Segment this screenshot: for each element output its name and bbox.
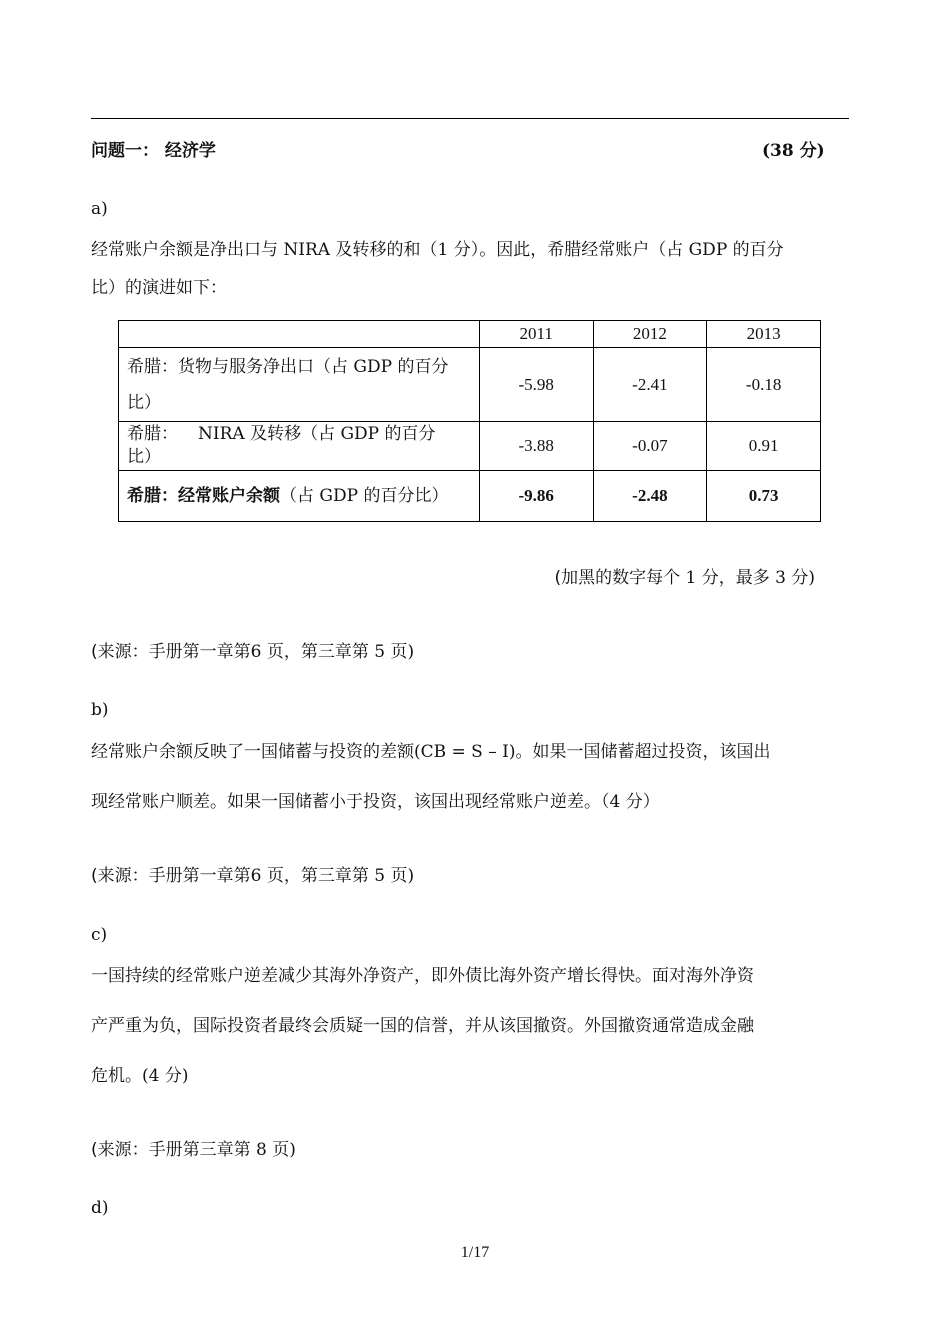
table-cell: -3.88 <box>479 422 593 471</box>
table-cell: 0.73 <box>707 471 821 522</box>
text-run: 经常账户（占 GDP 的百分 <box>581 240 784 260</box>
table-row-label <box>119 348 480 422</box>
scoring-note <box>554 563 815 588</box>
label-bold: 希腊：经常账户余额 <box>127 486 280 506</box>
section-c-paragraph-line2 <box>91 1011 754 1036</box>
question-score: (38 分) <box>762 141 825 161</box>
table-cell: -2.41 <box>593 348 707 422</box>
section-b-label: b) <box>91 700 109 720</box>
table-header-cell: 2012 <box>593 321 707 348</box>
emphasis-run: 如果一国 <box>532 742 601 762</box>
label-bold: 希腊： <box>127 356 178 377</box>
text-run: (来源：手册第一章第 <box>91 866 251 886</box>
text-run: 经常账户余额反映了一国储蓄与投资的差额(CB = S – I)。 <box>91 742 533 762</box>
emphasis-run: 持续的 <box>125 966 176 986</box>
table-header-row <box>119 321 821 348</box>
table-cell: -9.86 <box>479 471 593 522</box>
label-text: 货物与服务净出口（占 GDP 的百分 <box>178 356 449 377</box>
emphasis-run: 面对海外 <box>652 966 720 986</box>
section-b-source <box>91 861 414 886</box>
label-text: 比） <box>127 447 161 467</box>
table-cell: -0.18 <box>707 348 821 422</box>
section-b-paragraph-line2 <box>91 787 660 812</box>
table-row-label <box>119 422 480 471</box>
table-header-cell: 2011 <box>479 321 593 348</box>
section-a-source <box>91 637 414 662</box>
section-b-paragraph-line1 <box>91 737 771 762</box>
text-run: 净资 <box>720 966 754 986</box>
table-header-cell: 2013 <box>707 321 821 348</box>
table-cell: -5.98 <box>479 348 593 422</box>
table-cell: -2.48 <box>593 471 707 522</box>
text-run: 储蓄小于投资，该国出现经常账户逆差。（4 分） <box>295 792 660 812</box>
header-rule <box>91 118 849 119</box>
table-row-label <box>119 471 480 522</box>
section-a-paragraph-line2: 比）的演进如下： <box>91 278 227 298</box>
table-row <box>119 471 821 522</box>
section-c-paragraph-line3 <box>91 1061 188 1086</box>
text-run: 经常账户逆差减少其海外净资产，即外债比海外资产增长得快。 <box>176 966 652 986</box>
text-run: 经常账户余额是净出口与 NIRA 及转移的和（1 分）。 <box>91 240 497 260</box>
emphasis-run: (加黑的数字 <box>554 568 647 588</box>
label-text: NIRA 及转移（占 GDP 的百分 <box>198 424 436 444</box>
section-a-paragraph-line1 <box>91 235 784 260</box>
label-text: （占 GDP 的百分比） <box>280 486 449 506</box>
table-cell: 0.91 <box>707 422 821 471</box>
section-c-label: c) <box>91 925 108 945</box>
emphasis-run: 因此，希腊 <box>496 240 582 260</box>
text-run: 一国 <box>91 966 125 986</box>
text-run: 6 页，第三章第 5 页) <box>250 866 415 886</box>
section-d-label: d) <box>91 1198 109 1218</box>
current-account-table <box>118 320 821 522</box>
text-run: (来源：手册 <box>91 1140 183 1160</box>
table-row <box>119 348 821 422</box>
emphasis-run: 外国撤资通常造成金融 <box>584 1016 754 1036</box>
text-run: 储蓄超过投资，该国出 <box>600 742 771 762</box>
section-a-label: a) <box>91 199 108 219</box>
text-run: (来源：手册第一章第 <box>91 642 251 662</box>
table-row <box>119 422 821 471</box>
emphasis-run: 危机 <box>91 1066 125 1086</box>
text-run: 产严重为负，国际投资者最终会质疑一国的信誉，并从该国撤资。 <box>91 1016 584 1036</box>
text-run: 现经常账户顺差。 <box>91 792 227 812</box>
section-c-source <box>91 1135 296 1160</box>
page-number: 1/17 <box>460 1244 490 1261</box>
table-cell: -0.07 <box>593 422 707 471</box>
section-c-paragraph-line1 <box>91 961 754 986</box>
text-run: 第三章第 8 页) <box>182 1140 296 1160</box>
label-bold: 希腊： <box>127 424 178 444</box>
question-title: 问题一： 经济学 <box>91 141 216 161</box>
label-text: 比） <box>127 392 161 413</box>
table-header-cell <box>119 321 480 348</box>
text-run: 6 页，第三章第 5 页) <box>250 642 415 662</box>
text-run: 。(4 分) <box>125 1066 189 1086</box>
text-run: 每个 1 分，最多 3 分) <box>646 568 815 588</box>
emphasis-run: 如果一国 <box>227 792 295 812</box>
